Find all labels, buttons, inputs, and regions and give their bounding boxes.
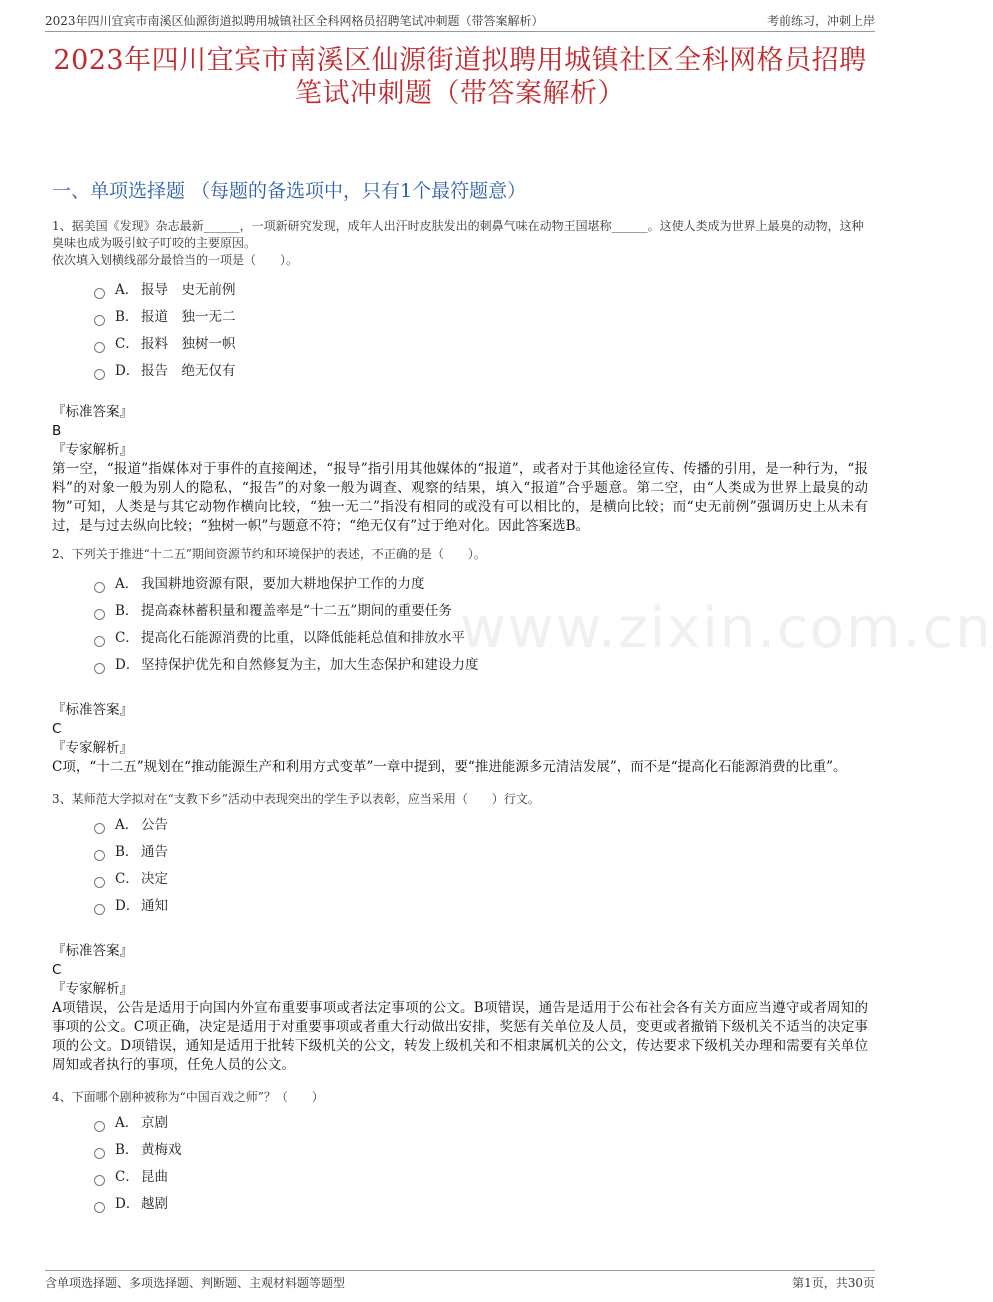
radio-icon[interactable] — [94, 1202, 105, 1213]
option-text: 报道 独一无二 — [141, 309, 236, 325]
section-heading: 一、单项选择题 （每题的备选项中，只有1个最符题意） — [52, 180, 527, 202]
option-c[interactable] — [94, 625, 868, 652]
option-a[interactable] — [94, 571, 868, 598]
option-text: 京剧 — [141, 1115, 168, 1131]
option-letter: A． — [115, 282, 139, 298]
header-doc-title: 2023年四川宜宾市南溪区仙源街道拟聘用城镇社区全科网格员招聘笔试冲刺题（带答案解析） — [45, 14, 544, 28]
option-d[interactable] — [94, 893, 868, 920]
answer-tag: 『标准答案』 — [52, 943, 133, 959]
option-letter: C． — [115, 1169, 139, 1185]
option-letter: A． — [115, 817, 139, 833]
answer-block — [52, 403, 868, 536]
explanation-text: C项，“十二五”规划在“推动能源生产和利用方式变革”一章中提到，要“推进能源多元清洁发展”，而不是“提高化石能源消费的比重”。 — [52, 759, 847, 775]
option-text: 公告 — [141, 817, 168, 833]
question-3 — [52, 791, 868, 1075]
answer-tag: 『标准答案』 — [52, 702, 133, 718]
question-list — [52, 218, 868, 1218]
option-text: 黄梅戏 — [141, 1142, 182, 1158]
explanation-tag: 『专家解析』 — [52, 740, 133, 756]
option-a[interactable] — [94, 277, 868, 304]
answer-block — [52, 701, 868, 777]
option-text: 通告 — [141, 844, 168, 860]
option-d[interactable] — [94, 652, 868, 679]
option-b[interactable] — [94, 839, 868, 866]
option-text: 提高化石能源消费的比重，以降低能耗总值和排放水平 — [141, 630, 465, 646]
radio-icon[interactable] — [94, 877, 105, 888]
radio-icon[interactable] — [94, 1121, 105, 1132]
page-footer — [45, 1270, 875, 1292]
option-b[interactable] — [94, 598, 868, 625]
option-text: 我国耕地资源有限，要加大耕地保护工作的力度 — [141, 576, 425, 592]
option-text: 越剧 — [141, 1196, 168, 1212]
radio-icon[interactable] — [94, 369, 105, 380]
answer-value: B — [52, 423, 62, 439]
option-text: 报料 独树一帜 — [141, 336, 236, 352]
question-stem-instruction: 依次填入划横线部分最恰当的一项是（ ）。 — [52, 253, 299, 267]
option-letter: B． — [115, 844, 139, 860]
answer-block — [52, 942, 868, 1075]
option-b[interactable] — [94, 304, 868, 331]
option-text: 坚持保护优先和自然修复为主，加大生态保护和建设力度 — [141, 657, 479, 673]
option-list — [94, 812, 868, 920]
option-list — [94, 571, 868, 679]
option-c[interactable] — [94, 1164, 868, 1191]
radio-icon[interactable] — [94, 1148, 105, 1159]
option-c[interactable] — [94, 331, 868, 358]
option-letter: A． — [115, 1115, 139, 1131]
answer-tag: 『标准答案』 — [52, 404, 133, 420]
question-stem: 4、下面哪个剧种被称为“中国百戏之师”？（ ） — [52, 1090, 324, 1104]
radio-icon[interactable] — [94, 1175, 105, 1186]
page-header — [45, 10, 875, 32]
option-d[interactable] — [94, 358, 868, 385]
question-2 — [52, 546, 868, 777]
question-4 — [52, 1089, 868, 1218]
option-letter: D． — [115, 657, 140, 673]
option-text: 报告 绝无仅有 — [141, 363, 236, 379]
option-letter: B． — [115, 309, 139, 325]
radio-icon[interactable] — [94, 823, 105, 834]
option-text: 报导 史无前例 — [141, 282, 236, 298]
radio-icon[interactable] — [94, 582, 105, 593]
page-number: 第1页，共30页 — [792, 1276, 875, 1290]
header-slogan: 考前练习，冲刺上岸 — [766, 14, 875, 28]
explanation-text: A项错误，公告是适用于向国内外宣布重要事项或者法定事项的公文。B项错误，通告是适用于公布社会各有关方面应当遵守或者周知的事项的公文。C项正确，决定是适用于对重要事项或者重大行动做出安排，奖惩有关单位及人员，变更或者撤销下级机关不适当的决定事项的公文。D项错误，通知是适用于批转下级机关的公文，转发上级机关和不相隶属机关的公文，传达要求下级机关办理和需要有关单位周知或者执行的事项，任免人员的公文。 — [52, 1000, 868, 1073]
option-letter: C． — [115, 630, 139, 646]
radio-icon[interactable] — [94, 636, 105, 647]
radio-icon[interactable] — [94, 315, 105, 326]
option-letter: C． — [115, 871, 139, 887]
option-text: 提高森林蓄积量和覆盖率是“十二五”期间的重要任务 — [141, 603, 452, 619]
question-stem: 2、下列关于推进“十二五”期间资源节约和环境保护的表述，不正确的是（ ）。 — [52, 547, 486, 561]
option-b[interactable] — [94, 1137, 868, 1164]
explanation-tag: 『专家解析』 — [52, 981, 133, 997]
answer-value: C — [52, 721, 62, 737]
option-text: 决定 — [141, 871, 168, 887]
option-c[interactable] — [94, 866, 868, 893]
radio-icon[interactable] — [94, 288, 105, 299]
answer-value: C — [52, 962, 62, 978]
option-letter: A． — [115, 576, 139, 592]
explanation-tag: 『专家解析』 — [52, 442, 133, 458]
radio-icon[interactable] — [94, 342, 105, 353]
option-letter: D． — [115, 898, 140, 914]
question-stem: 1、据美国《发现》杂志最新______，一项新研究发现，成年人出汗时皮肤发出的刺鼻气味在动物王国堪称______。这使人类成为世界上最臭的动物，这种臭味也成为吸引蚊子叮咬的主要原因。 — [52, 219, 864, 250]
option-a[interactable] — [94, 1110, 868, 1137]
option-text: 昆曲 — [141, 1169, 168, 1185]
watermark: www.zixin.com.cn — [460, 596, 993, 661]
question-1 — [52, 218, 868, 536]
option-letter: D． — [115, 1196, 140, 1212]
option-letter: D． — [115, 363, 140, 379]
radio-icon[interactable] — [94, 609, 105, 620]
option-list — [94, 277, 868, 385]
option-list — [94, 1110, 868, 1218]
document-title: 2023年四川宜宾市南溪区仙源街道拟聘用城镇社区全科网格员招聘笔试冲刺题（带答案解析） — [53, 45, 867, 109]
question-stem: 3、某师范大学拟对在“支教下乡”活动中表现突出的学生予以表彰，应当采用（ ）行文。 — [52, 792, 540, 806]
radio-icon[interactable] — [94, 850, 105, 861]
option-letter: B． — [115, 1142, 139, 1158]
radio-icon[interactable] — [94, 904, 105, 915]
footer-question-types: 含单项选择题、多项选择题、判断题、主观材料题等题型 — [45, 1276, 346, 1290]
option-a[interactable] — [94, 812, 868, 839]
explanation-text: 第一空，“报道”指媒体对于事件的直接阐述，“报导”指引用其他媒体的“报道”，或者对于其他途径宣传、传播的引用，是一种行为，“报料”的对象一般为别人的隐私，“报告”的对象一般为调查、观察的结果，填入“报道”合乎题意。第二空，由“人类成为世界上最臭的动物”可知，人类是与其它动物作横向比较，“独一无二”指没有相同的或没有可以相比的，是横向比较；而“史无前例”强调历史上从未有过，是与过去纵向比较；“独树一帜”与题意不符；“绝无仅有”过于绝对化。因此答案选B。 — [52, 461, 868, 534]
option-letter: B． — [115, 603, 139, 619]
radio-icon[interactable] — [94, 663, 105, 674]
option-text: 通知 — [141, 898, 168, 914]
option-d[interactable] — [94, 1191, 868, 1218]
option-letter: C． — [115, 336, 139, 352]
